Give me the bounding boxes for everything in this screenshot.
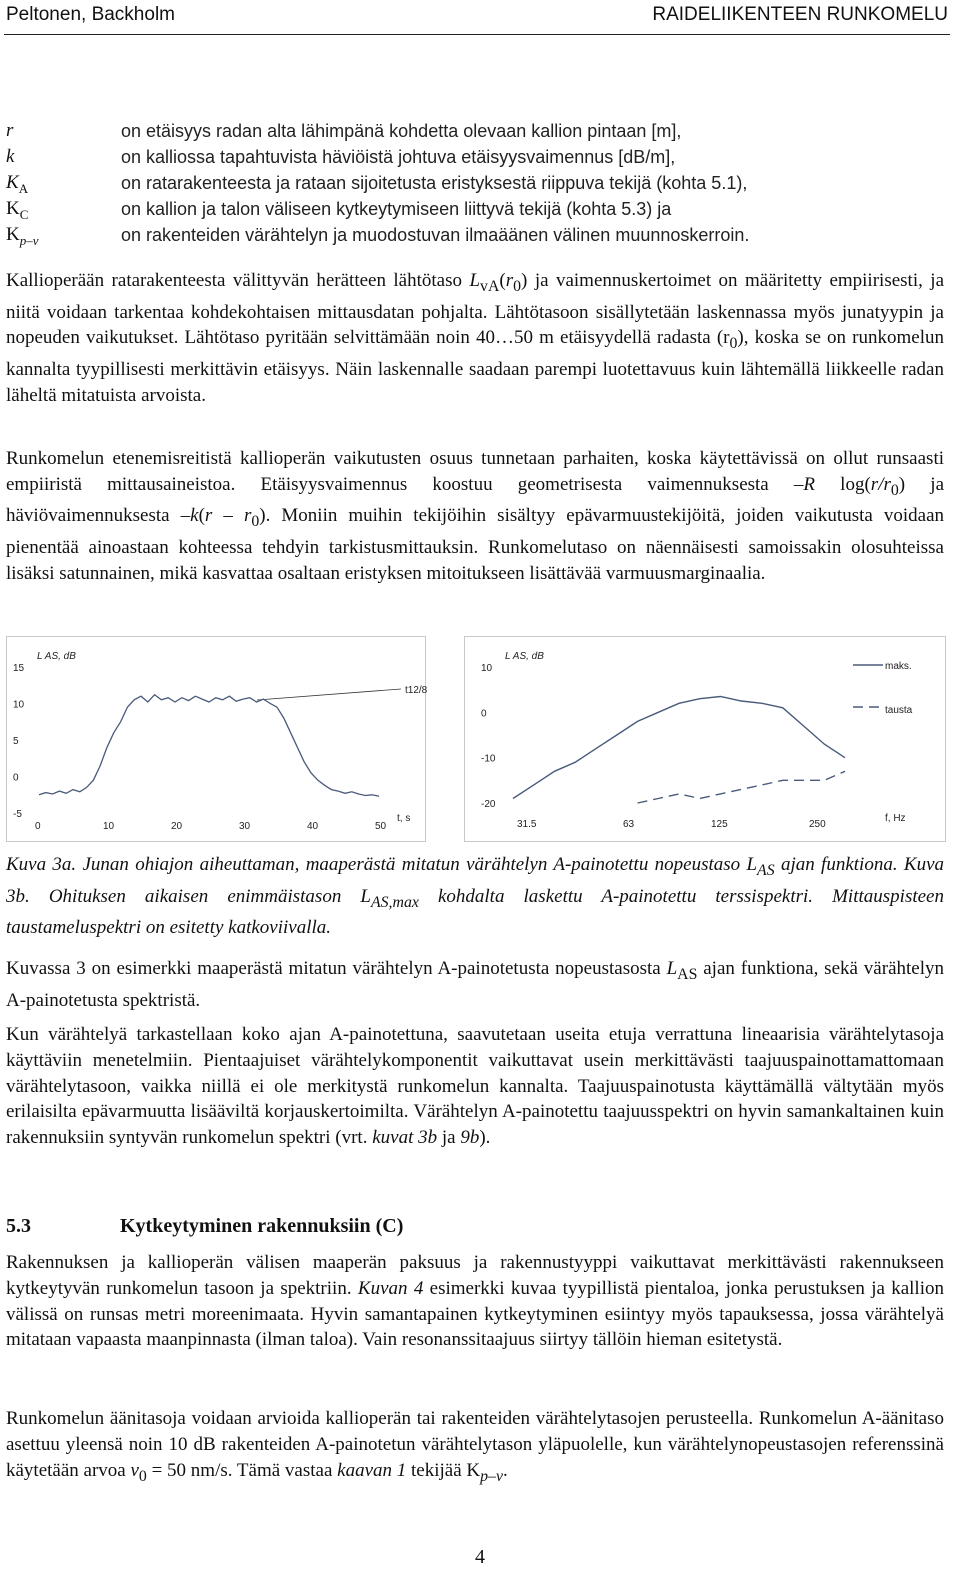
x-tick-label: 10 bbox=[103, 821, 115, 832]
series-annotation: t12/8 bbox=[405, 685, 428, 696]
y-tick-label: -10 bbox=[481, 753, 496, 765]
definition-symbol: r bbox=[6, 120, 14, 141]
chart-3b bbox=[464, 636, 946, 842]
y-tick-label: 5 bbox=[13, 736, 19, 747]
chart-3b-svg bbox=[465, 637, 945, 841]
x-tick-label: 250 bbox=[809, 819, 826, 830]
x-tick-label: 125 bbox=[711, 819, 728, 830]
y-tick-label: 0 bbox=[13, 772, 19, 784]
paragraph-kuvassa-3: Kuvassa 3 on esimerkki maaperästä mitatun värähtelyn A-painotetusta nopeustasosta $L_{AS}$ ajan funktiona, sekä värähtelyn A-painotetusta spektristä. bbox=[6, 958, 944, 1011]
section-heading bbox=[6, 1215, 403, 1238]
x-axis-label: t, s bbox=[397, 813, 411, 824]
definition-row bbox=[6, 118, 946, 144]
definition-row bbox=[6, 144, 946, 170]
figure-3 bbox=[6, 636, 946, 840]
header-divider bbox=[4, 34, 950, 35]
series-line-tausta bbox=[638, 771, 846, 803]
paragraph-kallioperaan: Kallioperään ratarakenteesta välittyvän herätteen lähtötaso $L_{vA}(r_0)$ ja vaimennuskertoimet on määritetty empiirisesti, ja niitä voidaan tarkentaa kohdekohtaisen mittausdatan pohjalta. Lähtötasoon sisällytetään laskennassa myös junatyypin ja nopeuden vaikutukset. Lähtötaso pyritään selvittämään noin 40…50 m etäisyydellä radasta $(r_0)$, koska se on runkomelun kannalta tyypillisesti merkittävin etäisyys. Näin laskennalle saadaan parempi luotettavuus kuin lähtemällä liikkeelle radan läheltä mitatuista arvoista. bbox=[6, 270, 944, 406]
y-tick-label: 0 bbox=[481, 708, 487, 720]
x-tick-label: 20 bbox=[171, 821, 183, 832]
y-tick-label: -20 bbox=[481, 799, 496, 810]
definition-text: on etäisyys radan alta lähimpänä kohdetta olevaan kallion pintaan [m], bbox=[121, 121, 682, 141]
definition-symbol: $K_C$ bbox=[6, 198, 29, 222]
x-tick-label: 40 bbox=[307, 821, 319, 832]
symbol-definitions bbox=[6, 118, 946, 248]
y-tick-label: 10 bbox=[13, 699, 25, 711]
section-number: 5.3 bbox=[6, 1215, 31, 1237]
y-axis-label: L AS, dB bbox=[37, 651, 76, 662]
paragraph-rakennuksen: Rakennuksen ja kallioperän välisen maaperän paksuus ja rakennustyyppi vaikuttavat merkittävästi rakennukseen kytkeytyvän runkomelun tasoon ja spektriin. Kuvan 4 esimerkki kuvaa tyypillistä pientaloa, jonka perustuksen ja kallion välissä on runsas metri moreenimaata. Hyvin samantapainen kytkeytyminen esiintyy myös tapauksessa, jossa värähtelyä mitataan vapaasta maanpinnasta (ilman taloa). Vain resonanssitaajuus siirtyy tällöin hieman esitetystä. bbox=[6, 1252, 944, 1351]
definition-symbol: k bbox=[6, 146, 15, 167]
paragraph-runkomelun-eteneminen: Runkomelun etenemisreitistä kallioperän vaikutusten osuus tunnetaan parhaiten, koska käytettävissä on ollut runsaasti empiiristä mittausaineistoa. Etäisyysvaimennus koostuu geometrisesta vaimennuksesta –R $\log(r/r_0)$ ja häviövaimennuksesta $-k(r - r_0)$. Moniin muihin tekijöihin sisältyy epävarmuustekijöitä, joiden vaikutusta voidaan pienentää ainoastaan kohteessa tehdyin tarkistusmittauksin. Runkomelutaso on näennäisesti samoissakin olosuhteissa lisäksi satunnainen, mikä kasvattaa osaltaan eristyksen mitoitukseen lisättävää varmuusmarginaalia. bbox=[6, 448, 945, 584]
x-axis-label: f, Hz bbox=[885, 813, 906, 824]
x-tick-label: 31.5 bbox=[517, 819, 537, 830]
definition-row bbox=[6, 170, 946, 196]
y-tick-label: 15 bbox=[13, 663, 25, 674]
legend-label-maks: maks. bbox=[885, 661, 912, 672]
chart-3a bbox=[6, 636, 426, 842]
y-axis-label: L AS, dB bbox=[505, 651, 544, 662]
definition-row bbox=[6, 222, 946, 248]
definition-text: on kallion ja talon väliseen kytkeytymiseen liittyvä tekijä (kohta 5.3) ja bbox=[121, 199, 672, 219]
definition-text: on ratarakenteesta ja rataan sijoitetusta eristyksestä riippuva tekijä (kohta 5.1), bbox=[121, 173, 748, 193]
x-tick-label: 63 bbox=[623, 819, 635, 830]
definition-text: on rakenteiden värähtelyn ja muodostuvan ilmaäänen välinen muunnoskerroin. bbox=[121, 225, 750, 245]
definition-row bbox=[6, 196, 946, 222]
x-tick-label: 0 bbox=[35, 821, 41, 832]
definition-text: on kalliossa tapahtuvista häviöistä johtuva etäisyysvaimennus [dB/m], bbox=[121, 147, 676, 167]
header-authors: Peltonen, Backholm bbox=[6, 4, 175, 25]
page-header bbox=[0, 0, 960, 28]
series-line-maks bbox=[513, 697, 845, 799]
page-number: 4 bbox=[475, 1546, 485, 1568]
paragraph-aanitasot: Runkomelun äänitasoja voidaan arvioida kallioperän tai rakenteiden värähtelytasojen perusteella. Runkomelun A-äänitaso asettuu yleensä noin 10 dB rakenteiden A-painotetun värähtelytason yläpuolelle, kun värähtelynopeustasojen referenssinä käytetään arvoa $v_0 = 50$ nm/s. Tämä vastaa kaavan 1 tekijää $K_{p-v}$. bbox=[6, 1408, 944, 1485]
chart-3a-svg bbox=[7, 637, 428, 841]
definition-symbol: $K_A$ bbox=[6, 172, 29, 196]
y-tick-label: 10 bbox=[481, 663, 493, 674]
series-line bbox=[39, 695, 379, 797]
y-tick-label: -5 bbox=[13, 809, 22, 820]
legend-label-tausta: tausta bbox=[885, 705, 913, 716]
header-title: RAIDELIIKENTEEN RUNKOMELU bbox=[652, 4, 948, 25]
x-tick-label: 50 bbox=[375, 821, 387, 832]
section-title: Kytkeytyminen rakennuksiin (C) bbox=[120, 1215, 404, 1237]
figure-caption: Kuva 3a. Junan ohiajon aiheuttaman, maaperästä mitatun värähtelyn A-painotettu nopeustaso $L_{AS}$ ajan funktiona. Kuva 3b. Ohituksen aikaisen enimmäistason $L_{AS,max}$ kohdalta laskettu A-painotettu terssispektri. Mittauspisteen taustameluspektri on esitetty katkoviivalla. bbox=[6, 854, 945, 939]
paragraph-a-painotus: Kun värähtelyä tarkastellaan koko ajan A-painotettuna, saavutetaan useita etuja verrattuna lineaarisia värähtelytasoja käyttäviin menetelmiin. Pientaajuiset värähtelykomponentit vaikuttavat usein merkittävästi taajuuspainottamattomaan värähtelytasoon, vaikka niillä ei ole merkitystä runkomelun kannalta. Taajuuspainotusta käyttämällä vältytään myös erilaisilta epävarmuutta lisääviltä korjauskertoimilta. Värähtelyn A-painotettu taajuusspektri on hyvin samankaltainen kuin rakennuksiin syntyvän runkomelun spektri (vrt. kuvat 3b ja 9b). bbox=[6, 1024, 944, 1149]
definition-symbol: $K_{p-v}$ bbox=[6, 224, 39, 248]
annotation-leader bbox=[257, 689, 401, 700]
x-tick-label: 30 bbox=[239, 821, 251, 832]
